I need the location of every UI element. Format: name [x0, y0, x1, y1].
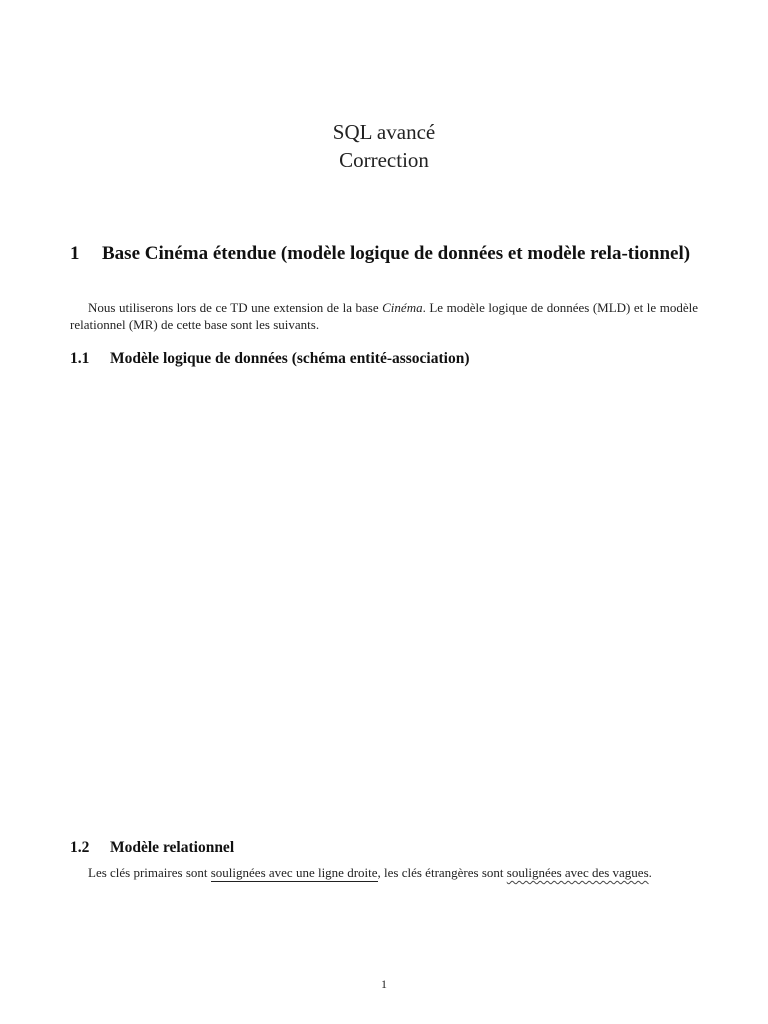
- section-number: 1: [70, 243, 80, 264]
- keys-paragraph: [70, 864, 698, 881]
- subsection-title: Modèle logique de données (schéma entité-association): [110, 350, 470, 367]
- subsection-number: 1.2: [70, 839, 90, 856]
- subsection-number: 1.1: [70, 350, 90, 367]
- keys-text-1: Les clés primaires sont: [88, 865, 211, 880]
- foreign-key-wavy-underline-example: soulignées avec des vagues: [506, 865, 649, 880]
- intro-italic-term: Cinéma: [382, 300, 423, 315]
- document-title: [0, 118, 768, 174]
- subsection-title: Modèle relationnel: [110, 839, 235, 856]
- primary-key-underline-example: soulignées avec une ligne droite: [210, 865, 378, 880]
- title-line-1: SQL avancé: [332, 120, 436, 144]
- intro-paragraph: [70, 299, 698, 333]
- title-line-2: Correction: [339, 148, 429, 172]
- subsection-heading-1-1: [70, 349, 700, 369]
- intro-text-start: Nous utiliserons lors de ce TD une extension de la base: [88, 300, 383, 315]
- subsection-heading-1-2: [70, 838, 700, 858]
- intro-text-end: . Le modèle logique de données (MLD) et le modèle relationnel (MR) de cette base sont les suivants.: [70, 300, 698, 332]
- section-heading-1: [70, 241, 700, 266]
- page-number: 1: [381, 977, 387, 991]
- keys-text-3: .: [648, 865, 652, 880]
- keys-text-2: , les clés étrangères sont: [377, 865, 507, 880]
- section-title: Base Cinéma étendue (modèle logique de données et modèle rela-tionnel): [102, 243, 691, 264]
